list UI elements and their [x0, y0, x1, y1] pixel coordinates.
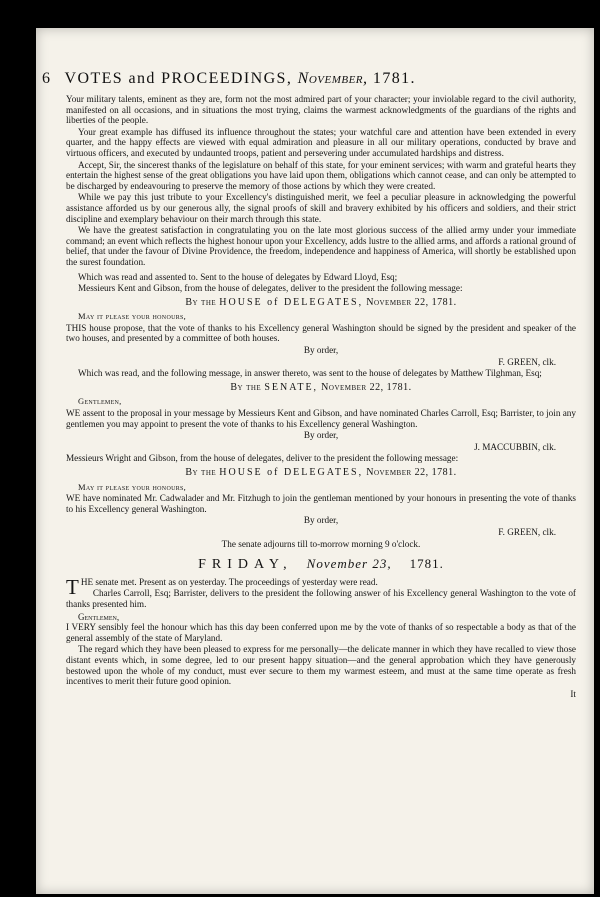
heading-house: HOUSE of DELEGATES,: [219, 296, 364, 308]
by-order: By order,: [303, 515, 339, 526]
message-heading: [66, 468, 576, 479]
page-number: 6: [42, 70, 52, 87]
heading-by: By the: [185, 296, 217, 308]
salutation: Gentlemen,: [78, 611, 120, 622]
reply-paragraph: I VERY sensibly feel the honour which has this day been conferred upon me by the vote of thanks of so respectable a body as that of the general assembly of the state of Maryland.: [66, 622, 576, 643]
heading-date: November 22, 1781.: [366, 467, 457, 478]
message-heading: [66, 383, 576, 394]
message-intro: Gentlemen,: [78, 396, 122, 407]
running-month: November,: [297, 70, 368, 87]
clerk-signature: F. GREEN, clk.: [498, 526, 556, 537]
paragraph: Messieurs Wright and Gibson, from the house of delegates, deliver to the president the following message:: [66, 453, 459, 464]
heading-by: By the: [185, 467, 217, 478]
catchword: It: [570, 688, 576, 699]
heading-date: November 22, 1781.: [321, 381, 412, 393]
day-year: 1781.: [409, 556, 444, 572]
message-body: THIS house propose, that the vote of thanks to his Excellency general Washington should be signed by the president and speaker of the two houses, and presented by a committee of both houses.: [66, 322, 576, 344]
day-name: FRIDAY,: [198, 557, 293, 573]
running-year: 1781.: [372, 70, 416, 87]
page-sheet: [36, 28, 594, 894]
paragraph: Your great example has diffused its influence throughout the states; your watchful care and attention have been extended in every quarter, and the happy effects are viewed with equal admiration and pleasure in all our military operations, conducted by brave and virtuous officers, and executed by undaunted troops, patient and persevering under accumulated hardships and distress.: [66, 126, 576, 158]
page-body: [66, 94, 576, 700]
heading-house: HOUSE of DELEGATES,: [219, 467, 364, 478]
reply-paragraph: The regard which they have been pleased to express for me personally—the delicate manner in which they have recalled to view those distant events which, in some degree, led to our present happy situation—and the general approbation which they have generously bestowed upon the whole of my conduct, must ever secure to them my warmest esteem, and must at the same time operate as fresh incentives to merit their future good opinion.: [66, 644, 576, 687]
message-heading: [66, 298, 576, 309]
drop-cap: T: [66, 574, 79, 599]
paragraph: We have the greatest satisfaction in congratulating you on the late most glorious success of the allied army under your immediate command; an event which reflects the highest honour upon your Excellency, adds lustre to the allied arms, and affords a rational ground of belief, that under the favour of Divine Providence, the freedom, independence and happiness of America, will shortly be established upon the surest foundation.: [66, 225, 577, 267]
paragraph: Messieurs Kent and Gibson, from the house of delegates, deliver to the president the following message:: [78, 283, 463, 294]
paragraph: Accept, Sir, the sincerest thanks of the legislature on behalf of this state, for your eminent services; with warm and grateful hearts they entertain the highest sense of the great obligations you have laid upon them, obligations which cannot cease, and can only be attempted to be discharged by endeavouring to preserve the memory of those actions by which they were created.: [66, 159, 576, 191]
running-head: [42, 70, 582, 88]
message-intro: May it please your honours,: [78, 481, 187, 492]
message-body: WE assent to the proposal in your message by Messieurs Kent and Gibson, and have nominated Charles Carroll, Esq; Barrister, to join any gentlemen you may appoint to present the vote of thanks to his Excellency general Washington.: [66, 408, 576, 429]
paragraph: Which was read and assented to. Sent to the house of delegates by Edward Lloyd, Esq;: [78, 271, 398, 282]
message-intro: May it please your honours,: [78, 311, 187, 322]
clerk-signature: F. GREEN, clk.: [498, 356, 556, 367]
clerk-signature: J. MACCUBBIN, clk.: [474, 441, 556, 452]
adjournment: The senate adjourns till to-morrow morning 9 o'clock.: [221, 538, 421, 549]
running-title: VOTES and PROCEEDINGS,: [64, 70, 293, 87]
paragraph: Which was read, and the following message, in answer thereto, was sent to the house of delegates by Matthew Tilghman, Esq;: [78, 368, 542, 379]
day-heading: [66, 556, 576, 573]
heading-by: By the: [230, 381, 262, 393]
paragraph: Your military talents, eminent as they are, form not the most admired part of your character; your inviolable regard to the civil authority, manifested on all occasions, and in situations the most trying, claims the warmest acknowledgments of the guardians of the rights and liberties of the people.: [66, 94, 576, 126]
paragraph: While we pay this just tribute to your Excellency's distinguished merit, we feel a peculiar pleasure in acknowledging the powerful assistance afforded us by our generous ally, the signal proofs of skill and bravery exhibited by his officers and soldiers, and their strict discipline and exemplary behaviour on their march through this state.: [66, 192, 576, 224]
by-order: By order,: [303, 345, 339, 356]
day-date: November 23,: [306, 556, 392, 572]
heading-house: SENATE,: [264, 381, 319, 393]
message-body: WE have nominated Mr. Cadwalader and Mr. Fitzhugh to join the gentleman mentioned by your honours in presenting the vote of thanks to his Excellency general Washington.: [66, 493, 576, 514]
opening-text: HE senate met. Present as on yesterday. The proceedings of yesterday were read.: [80, 576, 378, 587]
heading-date: November 22, 1781.: [366, 296, 457, 308]
by-order: By order,: [303, 430, 339, 441]
paragraph: Charles Carroll, Esq; Barrister, delivers to the president the following answer of his Excellency general Washington to the vote of thanks presented him.: [66, 588, 576, 609]
